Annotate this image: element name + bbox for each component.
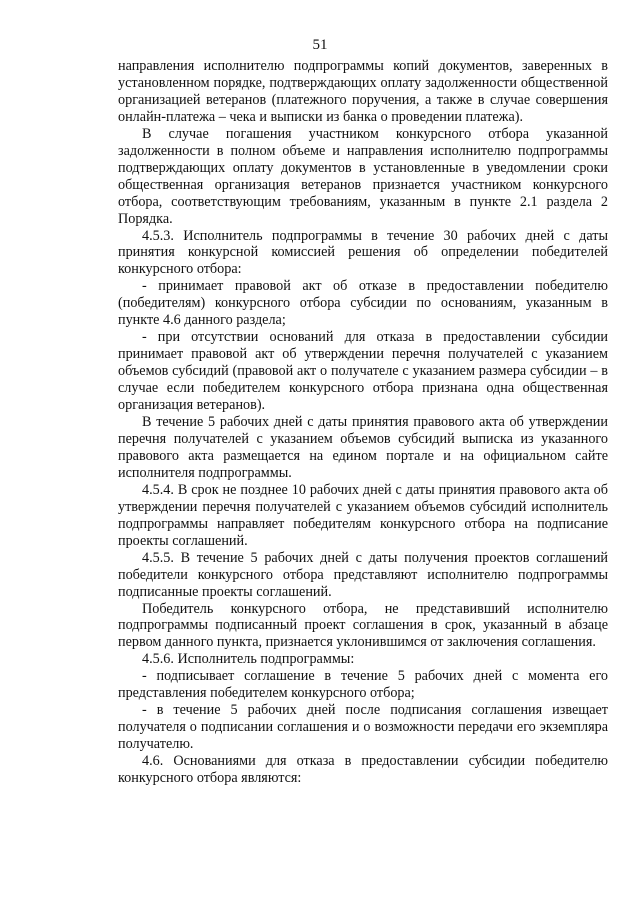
paragraph-4-6: 4.6. Основаниями для отказа в предоставлении субсидии победителю конкурсного отбора являются: [118, 753, 608, 787]
paragraph-4-5-4: 4.5.4. В срок не позднее 10 рабочих дней с даты принятия правового акта об утверждении перечня получателей с указанием объемов субсидий исполнитель подпрограммы направляет победителям конкурсного отбора на подписание проекты соглашений. [118, 481, 608, 549]
document-body [118, 58, 608, 787]
list-item-notify-recipient: - в течение 5 рабочих дней после подписания соглашения извещает получателя о подписании соглашения и о возможности передачи его экземпляра получателю. [118, 702, 608, 753]
paragraph-4-5-6: 4.5.6. Исполнитель подпрограммы: [142, 651, 355, 668]
page-number: 51 [312, 37, 328, 53]
paragraph-publication: В течение 5 рабочих дней с даты принятия правового акта об утверждении перечня получателей с указанием объемов субсидий выписка из указанного правового акта размещается на едином портале и на официальном сайте исполнителя подпрограммы. [118, 414, 608, 481]
paragraph-4-5-5: 4.5.5. В течение 5 рабочих дней с даты получения проектов соглашений победители конкурсного отбора представляют исполнителю подпрограммы подписанные проекты соглашений. [118, 549, 608, 600]
paragraph-continuation: направления исполнителю подпрограммы копий документов, заверенных в установленном порядке, подтверждающих оплату задолженности общественной организацией ветеранов (платежного поручения, а также в случае совершения онлайн-платежа – чека и выписки из банка о проведении платежа). [118, 58, 608, 125]
list-item-refusal-act: - принимает правовой акт об отказе в предоставлении победителю (победителям) конкурсного отбора субсидии по основаниям, указанным в пункте 4.6 данного раздела; [118, 278, 608, 329]
paragraph-4-5-3: 4.5.3. Исполнитель подпрограммы в течение 30 рабочих дней с даты принятия конкурсной комиссией решения об определении победителей конкурсного отбора: [118, 227, 608, 278]
paragraph-evasion: Победитель конкурсного отбора, не представивший исполнителю подпрограммы подписанный проект соглашения в срок, указанный в абзаце первом данного пункта, признается уклонившимся от заключения соглашения. [118, 600, 608, 651]
list-item-sign-agreement: - подписывает соглашение в течение 5 рабочих дней с момента его представления победителем конкурсного отбора; [118, 668, 608, 702]
list-item-approval-act: - при отсутствии оснований для отказа в предоставлении субсидии принимает правовой акт об утверждении перечня получателей с указанием объемов субсидий (правовой акт о получателе с указанием размера субсидии – в случае если победителем конкурсного отбора признана одна общественная организация ветеранов). [118, 329, 608, 414]
paragraph-debt-repayment: В случае погашения участником конкурсного отбора указанной задолженности в полном объеме и направления исполнителю подпрограммы подтверждающих оплату документов в установленные в уведомлении сроки общественная организация ветеранов признается участником конкурсного отбора, соответствующим требованиям, указанным в пункте 2.1 раздела 2 Порядка. [118, 125, 608, 227]
